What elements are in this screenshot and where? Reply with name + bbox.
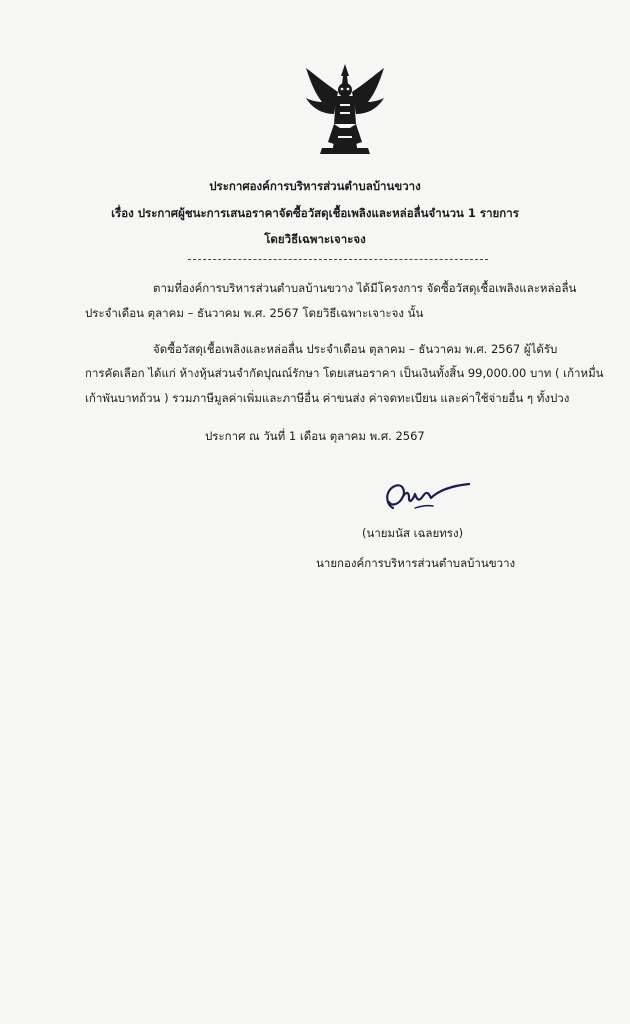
announcement-date: ประกาศ ณ วันที่ 1 เดือน ตุลาคม พ.ศ. 2567: [205, 429, 425, 443]
handwritten-signature-icon: [375, 478, 475, 518]
paragraph-1-line-1: ตามที่องค์การบริหารส่วนตำบลบ้านขวาง ได้มีโครงการ จัดซื้อวัสดุเชื้อเพลิงและหล่อลื่น: [153, 281, 577, 295]
document-subject: เรื่อง ประกาศผู้ชนะการเสนอราคาจัดซื้อวัสดุเชื้อเพลิงและหล่อลื่นจำนวน 1 รายการ: [111, 206, 519, 220]
paragraph-2-line-3: เก้าพันบาทถ้วน ) รวมภาษีมูลค่าเพิ่มและภาษีอื่น ค่าขนส่ง ค่าจดทะเบียน และค่าใช้จ่ายอื่น ๆ ทั้งปวง: [85, 391, 570, 405]
signatory-position: นายกองค์การบริหารส่วนตำบลบ้านขวาง: [316, 556, 516, 570]
paragraph-1-line-2: ประจำเดือน ตุลาคม – ธันวาคม พ.ศ. 2567 โดยวิธีเฉพาะเจาะจง นั้น: [85, 306, 424, 320]
document-title: ประกาศองค์การบริหารส่วนตำบลบ้านขวาง: [209, 179, 421, 193]
paragraph-2-line-1: จัดซื้อวัสดุเชื้อเพลิงและหล่อลื่น ประจำเดือน ตุลาคม – ธันวาคม พ.ศ. 2567 ผู้ได้รับ: [153, 342, 558, 356]
garuda-emblem-icon: [300, 62, 390, 162]
section-divider: [188, 259, 488, 260]
paragraph-2-line-2: การคัดเลือก ได้แก่ ห้างหุ้นส่วนจำกัดปุณณ์รักษา โดยเสนอราคา เป็นเงินทั้งสิ้น 99,000.00 บาท ( เก้าหมื่น: [85, 366, 604, 380]
signatory-name: (นายมนัส เฉลยทรง): [362, 526, 464, 540]
procurement-method: โดยวิธีเฉพาะเจาะจง: [264, 232, 366, 246]
